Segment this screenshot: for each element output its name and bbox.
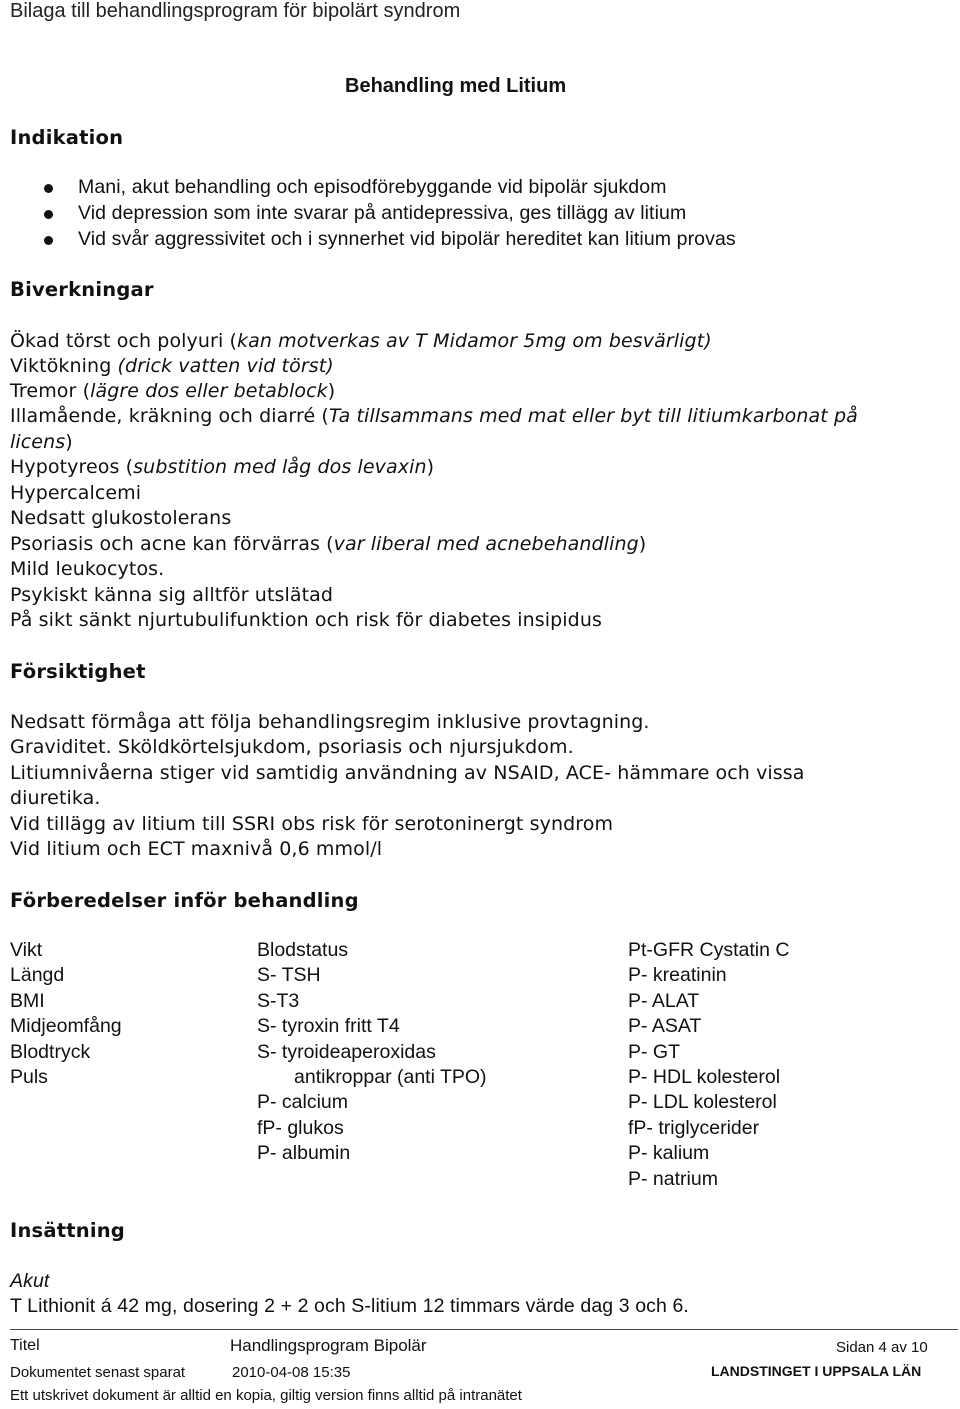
prep-item: S-T3 (257, 989, 300, 1012)
insattning-text: T Lithionit á 42 mg, dosering 2 + 2 och S-litium 12 timmars värde dag 3 och 6. (10, 1295, 689, 1317)
preparation-column-3 (628, 938, 789, 1192)
prep-item: P- ASAT (628, 1015, 702, 1038)
footer-saved-label: Dokumentet senast sparat (10, 1364, 186, 1381)
footer-saved-value: 2010-04-08 15:35 (232, 1364, 351, 1381)
preparation-column-2 (257, 938, 487, 1167)
bullet-icon (44, 184, 53, 193)
footer-divider (10, 1329, 958, 1330)
prep-item: fP- triglycerider (628, 1116, 760, 1139)
prep-item: S- tyroxin fritt T4 (257, 1015, 400, 1038)
prep-item: Blodstatus (257, 939, 349, 961)
prep-item: P- GT (628, 1040, 680, 1063)
heading-indikation: Indikation (10, 126, 124, 149)
biverkning-line: Hypercalcemi (10, 482, 142, 504)
forsiktighet-line: Vid tillägg av litium till SSRI obs risk för serotoninergt syndrom (10, 813, 614, 835)
heading-biverkningar: Biverkningar (10, 278, 154, 301)
biverkning-line: Nedsatt glukostolerans (10, 507, 232, 529)
prep-item: P- natrium (628, 1167, 718, 1190)
prep-item: P- albumin (257, 1142, 351, 1165)
prep-item: S- tyroideaperoxidas (257, 1040, 436, 1063)
footer-title-value: Handlingsprogram Bipolär (230, 1336, 427, 1355)
prep-item: antikroppar (anti TPO) (294, 1065, 487, 1088)
indikation-bullet-3: Vid svår aggressivitet och i synnerhet vid bipolär hereditet kan litium provas (78, 228, 736, 250)
footer-page-number: Sidan 4 av 10 (836, 1339, 928, 1356)
prep-item: P- kreatinin (628, 964, 727, 987)
footer-disclaimer: Ett utskrivet dokument är alltid en kopia, giltig version finns alltid på intranätet (10, 1387, 522, 1404)
heading-forsiktighet: Försiktighet (10, 660, 146, 683)
prep-item: P- kalium (628, 1142, 710, 1165)
prep-item: Vikt (10, 939, 43, 961)
biverkning-line: Mild leukocytos. (10, 558, 165, 580)
forsiktighet-line: Nedsatt förmåga att följa behandlingsregim inklusive provtagning. (10, 711, 650, 733)
insattning-subheading: Akut (10, 1270, 50, 1292)
footer-title-label: Titel (10, 1337, 40, 1354)
forsiktighet-line: diuretika. (10, 787, 101, 809)
prep-item: fP- glukos (257, 1116, 344, 1139)
indikation-bullet-1: Mani, akut behandling och episodförebyggande vid bipolär sjukdom (78, 176, 667, 198)
forsiktighet-line: Vid litium och ECT maxnivå 0,6 mmol/l (10, 838, 383, 860)
prep-item: P- LDL kolesterol (628, 1091, 777, 1114)
forsiktighet-line: Litiumnivåerna stiger vid samtidig användning av NSAID, ACE- hämmare och vissa (10, 762, 805, 784)
biverkning-line: Psykiskt känna sig alltför utslätad (10, 584, 334, 606)
biverkning-line: Ökad törst och polyuri (kan motverkas av T Midamor 5mg om besvärligt) (10, 330, 712, 352)
biverkning-line: Hypotyreos (substition med låg dos levaxin) (10, 456, 435, 478)
biverkning-line: På sikt sänkt njurtubulifunktion och risk för diabetes insipidus (10, 609, 602, 631)
running-header: Bilaga till behandlingsprogram för bipolärt syndrom (10, 0, 461, 22)
indikation-bullet-2: Vid depression som inte svarar på antidepressiva, ges tillägg av litium (78, 202, 687, 224)
heading-forberedelser: Förberedelser inför behandling (10, 889, 359, 912)
bullet-icon (44, 236, 53, 245)
document-title: Behandling med Litium (345, 75, 567, 97)
prep-item: Puls (10, 1065, 48, 1088)
prep-item: Pt-GFR Cystatin C (628, 939, 790, 961)
heading-insattning: Insättning (10, 1219, 125, 1242)
bullet-icon (44, 210, 53, 219)
biverkning-line: Viktökning (drick vatten vid törst) (10, 355, 334, 377)
prep-item: P- HDL kolesterol (628, 1065, 781, 1088)
biverkning-line: Tremor (lägre dos eller betablock) (10, 380, 336, 402)
biverkning-line: Illamående, kräkning och diarré (Ta tillsammans med mat eller byt till litiumkarbonat på (10, 405, 858, 427)
biverkning-line: licens) (10, 431, 73, 453)
preparation-column-1 (10, 938, 122, 1090)
prep-item: S- TSH (257, 964, 321, 987)
prep-item: Längd (10, 964, 65, 987)
prep-item: BMI (10, 989, 45, 1012)
prep-item: P- ALAT (628, 989, 700, 1012)
forsiktighet-line: Graviditet. Sköldkörtelsjukdom, psoriasis och njursjukdom. (10, 736, 574, 758)
footer-organisation: LANDSTINGET I UPPSALA LÄN (711, 1363, 922, 1379)
biverkning-line: Psoriasis och acne kan förvärras (var liberal med acnebehandling) (10, 533, 647, 555)
prep-item: Midjeomfång (10, 1015, 122, 1038)
prep-item: P- calcium (257, 1091, 349, 1114)
prep-item: Blodtryck (10, 1040, 91, 1063)
